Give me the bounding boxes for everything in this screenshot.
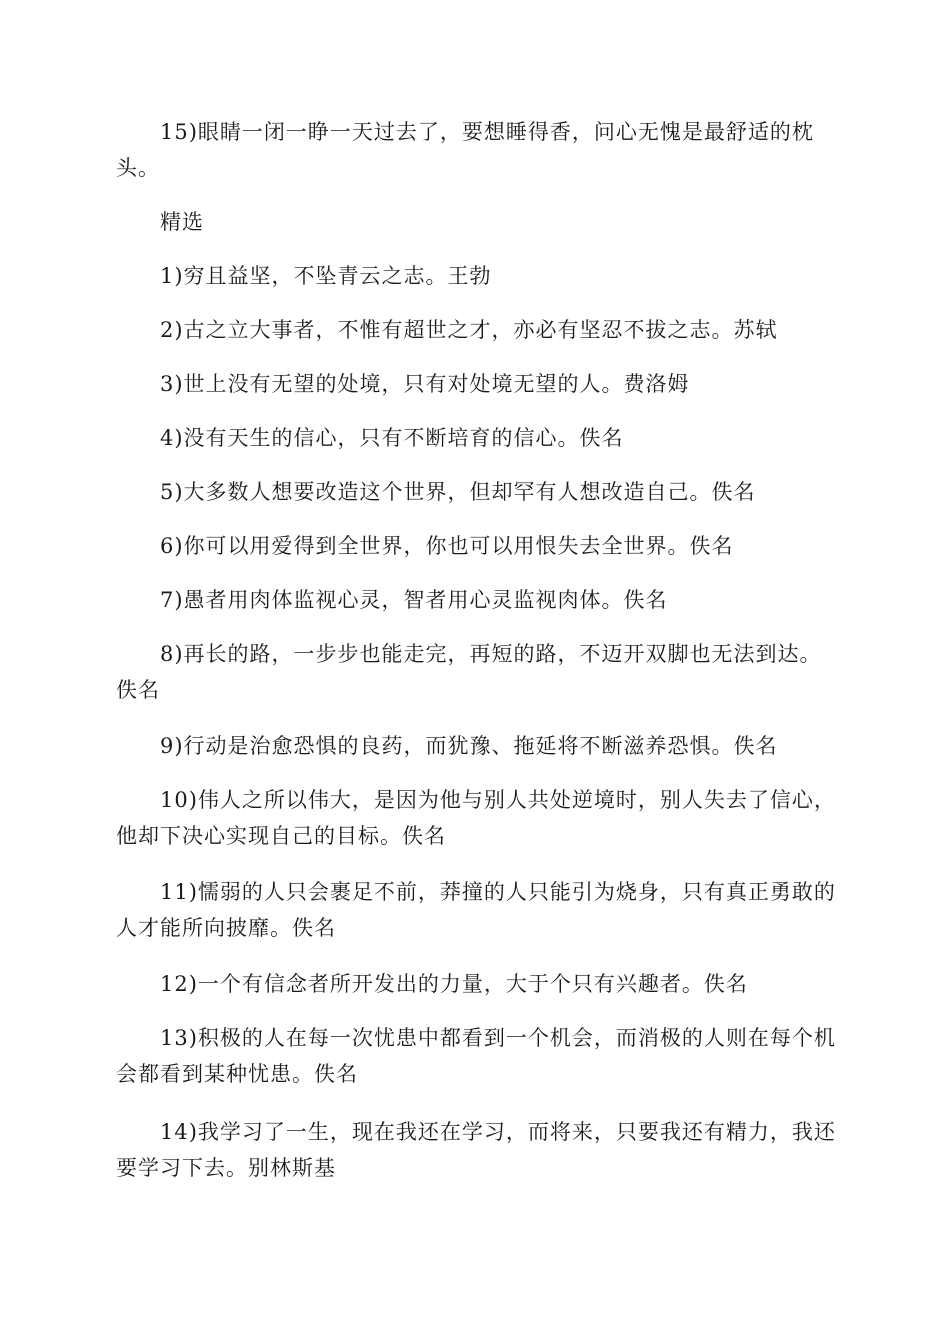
paragraph-quote-10: 10)伟人之所以伟大，是因为他与别人共处逆境时，别人失去了信心，他却下决心实现自己的目标。佚名 xyxy=(116,788,836,848)
section-heading-selected: 精选 xyxy=(160,210,204,234)
paragraph-quote-8: 8)再长的路，一步步也能走完，再短的路，不迈开双脚也无法到达。佚名 xyxy=(116,642,822,702)
paragraph-quote-13: 13)积极的人在每一次忧患中都看到一个机会，而消极的人则在每个机会都看到某种忧患。佚名 xyxy=(116,1026,836,1086)
paragraph-quote-1: 1)穷且益坚，不坠青云之志。王勃 xyxy=(160,264,492,288)
paragraph-quote-7: 7)愚者用肉体监视心灵，智者用心灵监视肉体。佚名 xyxy=(160,588,668,612)
paragraph-quote-11: 11)懦弱的人只会裹足不前，莽撞的人只能引为烧身，只有真正勇敢的人才能所向披靡。佚名 xyxy=(116,880,836,940)
paragraph-quote-14: 14)我学习了一生，现在我还在学习，而将来，只要我还有精力，我还要学习下去。别林斯基 xyxy=(116,1120,836,1180)
paragraph-quote-9: 9)行动是治愈恐惧的良药，而犹豫、拖延将不断滋养恐惧。佚名 xyxy=(160,734,778,758)
paragraph-quote-2: 2)古之立大事者，不惟有超世之才，亦必有坚忍不拔之志。苏轼 xyxy=(160,318,778,342)
paragraph-quote-15: 15)眼睛一闭一睁一天过去了，要想睡得香，问心无愧是最舒适的枕头。 xyxy=(116,120,814,180)
paragraph-quote-6: 6)你可以用爱得到全世界，你也可以用恨失去全世界。佚名 xyxy=(160,534,734,558)
paragraph-quote-4: 4)没有天生的信心，只有不断培育的信心。佚名 xyxy=(160,426,624,450)
paragraph-quote-3: 3)世上没有无望的处境，只有对处境无望的人。费洛姆 xyxy=(160,372,690,396)
paragraph-quote-12: 12)一个有信念者所开发出的力量，大于个只有兴趣者。佚名 xyxy=(160,972,748,996)
paragraph-quote-5: 5)大多数人想要改造这个世界，但却罕有人想改造自己。佚名 xyxy=(160,480,756,504)
